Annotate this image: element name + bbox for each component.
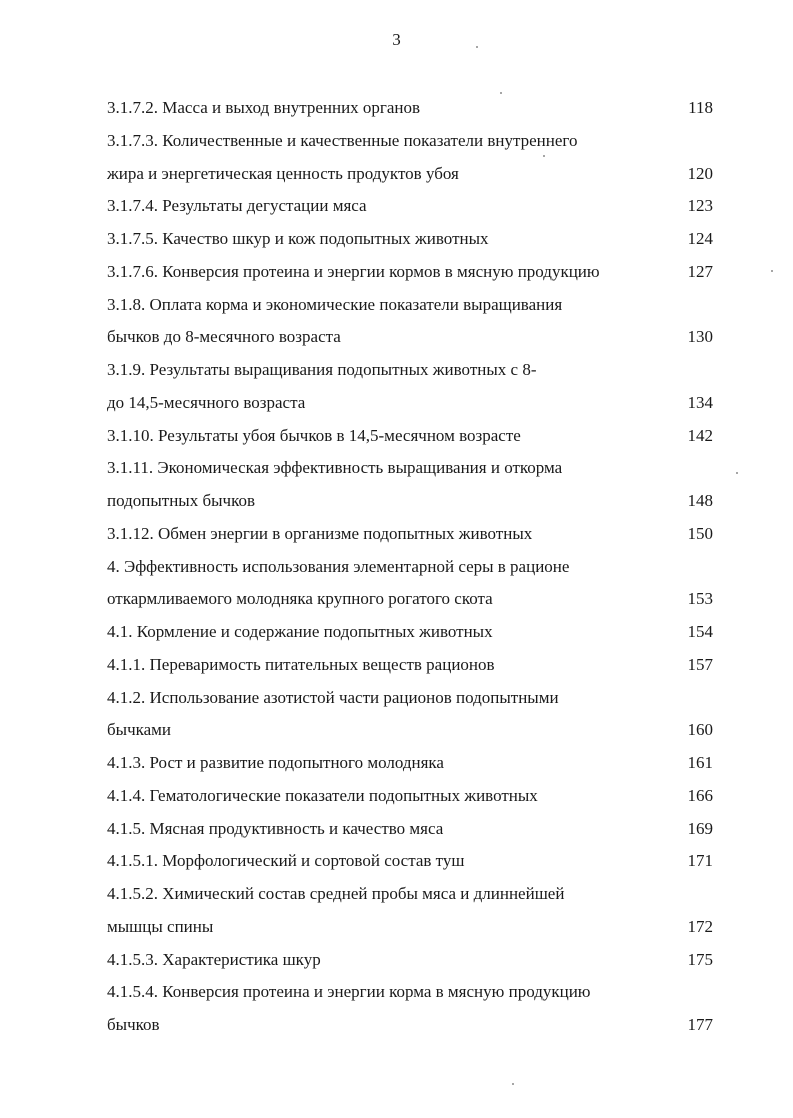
toc-entry-line xyxy=(107,747,713,780)
toc-page-number: 153 xyxy=(687,589,713,609)
toc-entry-title: 4.1.5.4. Конверсия протеина и энергии корма в мясную продукцию xyxy=(107,982,591,1002)
toc-entry xyxy=(107,420,713,453)
toc-entry-line xyxy=(107,551,713,584)
toc-page-number: 120 xyxy=(687,163,713,183)
toc-entry xyxy=(107,92,713,125)
toc-entry-line xyxy=(107,354,713,387)
toc-entry xyxy=(107,223,713,256)
toc-entry-line xyxy=(107,321,713,354)
toc-entry-line xyxy=(107,583,713,616)
toc-entry-title: бычками xyxy=(107,720,172,740)
toc-page-number: 142 xyxy=(687,425,713,445)
toc-entry-title: 4.1. Кормление и содержание подопытных животных xyxy=(107,622,493,641)
toc-entry-title: 3.1.7.5. Качество шкур и кож подопытных животных xyxy=(107,229,489,248)
toc-entry-title: 3.1.9. Результаты выращивания подопытных животных с 8- xyxy=(107,360,537,379)
toc-page-number: 172 xyxy=(687,916,713,936)
toc-page-number: 127 xyxy=(687,261,713,281)
scan-speck xyxy=(771,270,773,272)
toc-entry-line xyxy=(107,289,713,322)
toc-entry-title: 3.1.7.6. Конверсия протеина и энергии кормов в мясную продукцию xyxy=(107,261,600,281)
toc-entry-title: 4.1.3. Рост и развитие подопытного молодняка xyxy=(107,753,444,772)
scan-speck xyxy=(500,92,502,94)
toc-entry-line xyxy=(107,420,713,453)
scan-speck xyxy=(512,1083,514,1085)
toc-page-number: 171 xyxy=(687,851,713,871)
toc-page-number: 130 xyxy=(687,327,713,347)
toc-entry-title: мышцы спины xyxy=(107,916,214,936)
toc-entry-title: откармливаемого молодняка крупного рогатого скота xyxy=(107,589,493,609)
toc-page-number: 161 xyxy=(687,753,713,772)
toc-entry-title: 3.1.12. Обмен энергии в организме подопытных животных xyxy=(107,523,533,543)
toc-entry-title: 3.1.7.3. Количественные и качественные показатели внутреннего xyxy=(107,130,578,150)
toc-page-number: 175 xyxy=(687,949,713,969)
toc-entry xyxy=(107,551,713,617)
toc-page-number: 118 xyxy=(688,98,713,117)
toc-entry xyxy=(107,649,713,682)
toc-entry-title: 4.1.4. Гематологические показатели подопытных животных xyxy=(107,785,538,805)
page-number: 3 xyxy=(392,30,401,49)
toc-entry xyxy=(107,976,713,1042)
toc-entry-line xyxy=(107,92,713,125)
toc-entry-line xyxy=(107,813,713,846)
toc-page-number: 177 xyxy=(687,1015,713,1034)
toc-entry-line xyxy=(107,256,713,289)
toc-page-number: 148 xyxy=(687,491,713,510)
toc-entry-title: 3.1.10. Результаты убоя бычков в 14,5-месячном возрасте xyxy=(107,425,521,445)
toc-entry-line xyxy=(107,649,713,682)
toc-entry-title: жира и энергетическая ценность продуктов убоя xyxy=(107,163,459,183)
toc-entry xyxy=(107,944,713,977)
toc-page-number: 166 xyxy=(687,785,713,805)
toc-entry-title: до 14,5-месячного возраста xyxy=(107,392,306,412)
toc-entry-line xyxy=(107,190,713,223)
toc-entry-title: 4. Эффективность использования элементарной серы в рационе xyxy=(107,556,570,576)
toc-entry-line xyxy=(107,452,713,485)
toc-entry xyxy=(107,780,713,813)
toc-entry xyxy=(107,878,713,944)
toc-entry xyxy=(107,190,713,223)
scan-speck xyxy=(543,155,545,157)
toc-entry xyxy=(107,845,713,878)
toc-entry-title: подопытных бычков xyxy=(107,491,256,510)
toc-entry-line xyxy=(107,223,713,256)
scan-speck xyxy=(736,472,738,474)
toc-page-number: 169 xyxy=(687,818,713,838)
toc-entry-title: 4.1.2. Использование азотистой части рационов подопытными xyxy=(107,687,559,707)
toc-page-number: 123 xyxy=(687,196,713,216)
toc-entry-title: 3.1.7.2. Масса и выход внутренних органов xyxy=(107,98,421,117)
toc-entry-title: 4.1.5.2. Химический состав средней пробы мяса и длиннейшей xyxy=(107,884,565,903)
toc-entry-line xyxy=(107,387,713,420)
toc-entry-title: 4.1.5. Мясная продуктивность и качество мяса xyxy=(107,818,444,838)
toc-entry-title: 3.1.7.4. Результаты дегустации мяса xyxy=(107,196,367,216)
toc-entry-line xyxy=(107,616,713,649)
toc-entry xyxy=(107,518,713,551)
toc-entry-line xyxy=(107,911,713,944)
toc-entry-line xyxy=(107,714,713,747)
toc-entry-title: бычков xyxy=(107,1015,160,1034)
toc-page-number: 157 xyxy=(687,654,713,674)
toc-entry xyxy=(107,125,713,191)
toc-entry-line xyxy=(107,780,713,813)
toc-entry-title: 3.1.11. Экономическая эффективность выращивания и откорма xyxy=(107,458,563,478)
toc-entry-title: 3.1.8. Оплата корма и экономические показатели выращивания xyxy=(107,294,563,314)
scan-speck xyxy=(476,46,478,48)
toc-entry-line xyxy=(107,158,713,191)
toc-entry-line xyxy=(107,485,713,518)
toc-entry-line xyxy=(107,976,713,1009)
toc-page-number: 124 xyxy=(687,229,713,248)
toc-entry-line xyxy=(107,1009,713,1042)
toc-entry xyxy=(107,813,713,846)
toc-entry xyxy=(107,682,713,748)
toc-page-number: 134 xyxy=(687,392,713,412)
toc-entry-line xyxy=(107,125,713,158)
table-of-contents xyxy=(107,92,713,1042)
toc-entry xyxy=(107,289,713,355)
toc-entry-title: 4.1.1. Переваримость питательных веществ рационов xyxy=(107,654,495,674)
toc-entry-line xyxy=(107,845,713,878)
toc-entry xyxy=(107,452,713,518)
toc-entry-line xyxy=(107,518,713,551)
toc-entry xyxy=(107,354,713,420)
toc-page-number: 160 xyxy=(687,720,713,740)
toc-entry-title: бычков до 8-месячного возраста xyxy=(107,327,341,347)
toc-entry-title: 4.1.5.3. Характеристика шкур xyxy=(107,949,321,969)
toc-entry-title: 4.1.5.1. Морфологический и сортовой состав туш xyxy=(107,851,465,871)
toc-entry-line xyxy=(107,878,713,911)
toc-entry-line xyxy=(107,944,713,977)
toc-entry-line xyxy=(107,682,713,715)
toc-entry xyxy=(107,256,713,289)
toc-entry xyxy=(107,616,713,649)
toc-page-number: 154 xyxy=(687,622,713,641)
toc-entry xyxy=(107,747,713,780)
toc-page-number: 150 xyxy=(687,523,713,543)
